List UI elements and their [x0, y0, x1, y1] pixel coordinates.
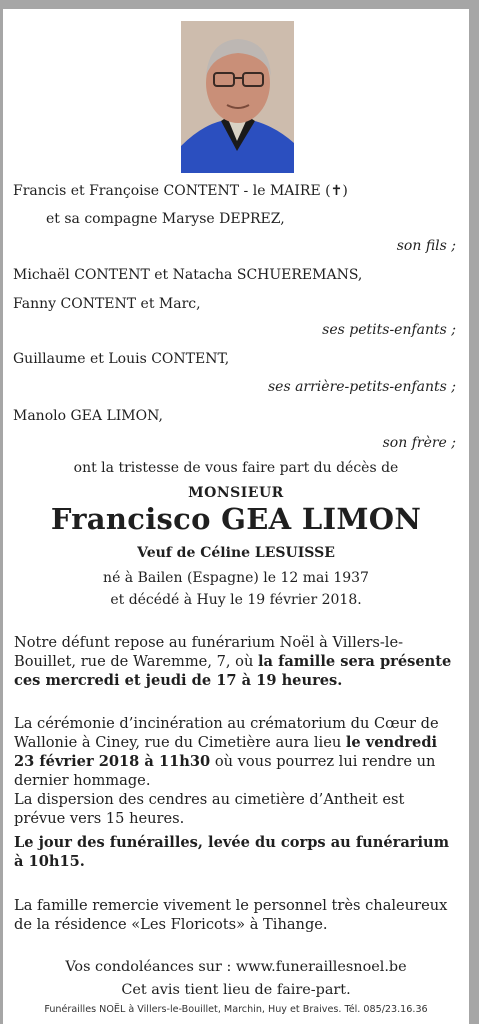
role-greatgrandchildren: ses arrière-petits-enfants ;: [267, 379, 456, 395]
footer-text: Funérailles NOËL à Villers-le-Bouillet, Marchin, Huy et Braives. Tél. 085/23.16.36: [44, 1004, 428, 1015]
funerarium-paragraph: [14, 633, 460, 690]
role-grandchildren: ses petits-enfants ;: [322, 322, 456, 338]
obituary-page: [3, 9, 469, 1024]
portrait-photo: [181, 21, 294, 173]
funerarium-text: Notre défunt repose au funérarium Noël à Villers-le-Bouillet, rue de Waremme, 7, où: [14, 634, 404, 670]
family-line-6: Manolo GEA LIMON,: [13, 408, 163, 424]
condolences-line: Vos condoléances sur : www.funeraillesnoel.be: [65, 959, 407, 975]
funerarium-bold: la famille sera présente ces mercredi et jeudi de 17 à 19 heures.: [14, 653, 452, 689]
death-line: et décédé à Huy le 19 février 2018.: [110, 592, 362, 608]
family-line-5: Guillaume et Louis CONTENT,: [13, 351, 230, 367]
ceremony-text-2: où vous pourrez lui rendre un dernier hommage.: [14, 753, 436, 789]
family-line-2: et sa compagne Maryse DEPREZ,: [46, 211, 285, 227]
birth-line: né à Bailen (Espagne) le 12 mai 1937: [103, 570, 369, 586]
family-line-4: Fanny CONTENT et Marc,: [13, 296, 201, 312]
ceremony-date: le vendredi 23 février 2018 à 11h30: [14, 734, 438, 770]
deceased-name: Francisco GEA LIMON: [50, 502, 422, 536]
family-line-1: Francis et Françoise CONTENT - le MAIRE (✝): [13, 183, 348, 199]
dispersion-paragraph: La dispersion des cendres au cimetière d’Antheit est prévue vers 15 heures.: [14, 791, 405, 827]
ceremony-paragraph: [14, 714, 460, 790]
ceremony-text-1: La cérémonie d’incinération au crématorium du Cœur de Wallonie à Ciney, rue du Cimetière aura lieu: [14, 715, 439, 751]
funeral-day-paragraph: Le jour des funérailles, levée du corps au funérarium à 10h15.: [14, 834, 450, 870]
role-brother: son frère ;: [382, 435, 456, 451]
portrait-image: [181, 21, 294, 173]
notice-line: Cet avis tient lieu de faire-part.: [121, 982, 351, 998]
announcement-intro: ont la tristesse de vous faire part du décès de: [73, 460, 399, 476]
family-line-3: Michaël CONTENT et Natacha SCHUEREMANS,: [13, 267, 363, 283]
thanks-paragraph: La famille remercie vivement le personnel très chaleureux de la résidence «Les Floricots» à Tihange.: [14, 897, 448, 933]
widower-line: Veuf de Céline LESUISSE: [137, 545, 335, 561]
announcement-title: MONSIEUR: [188, 485, 284, 501]
role-son: son fils ;: [396, 238, 456, 254]
